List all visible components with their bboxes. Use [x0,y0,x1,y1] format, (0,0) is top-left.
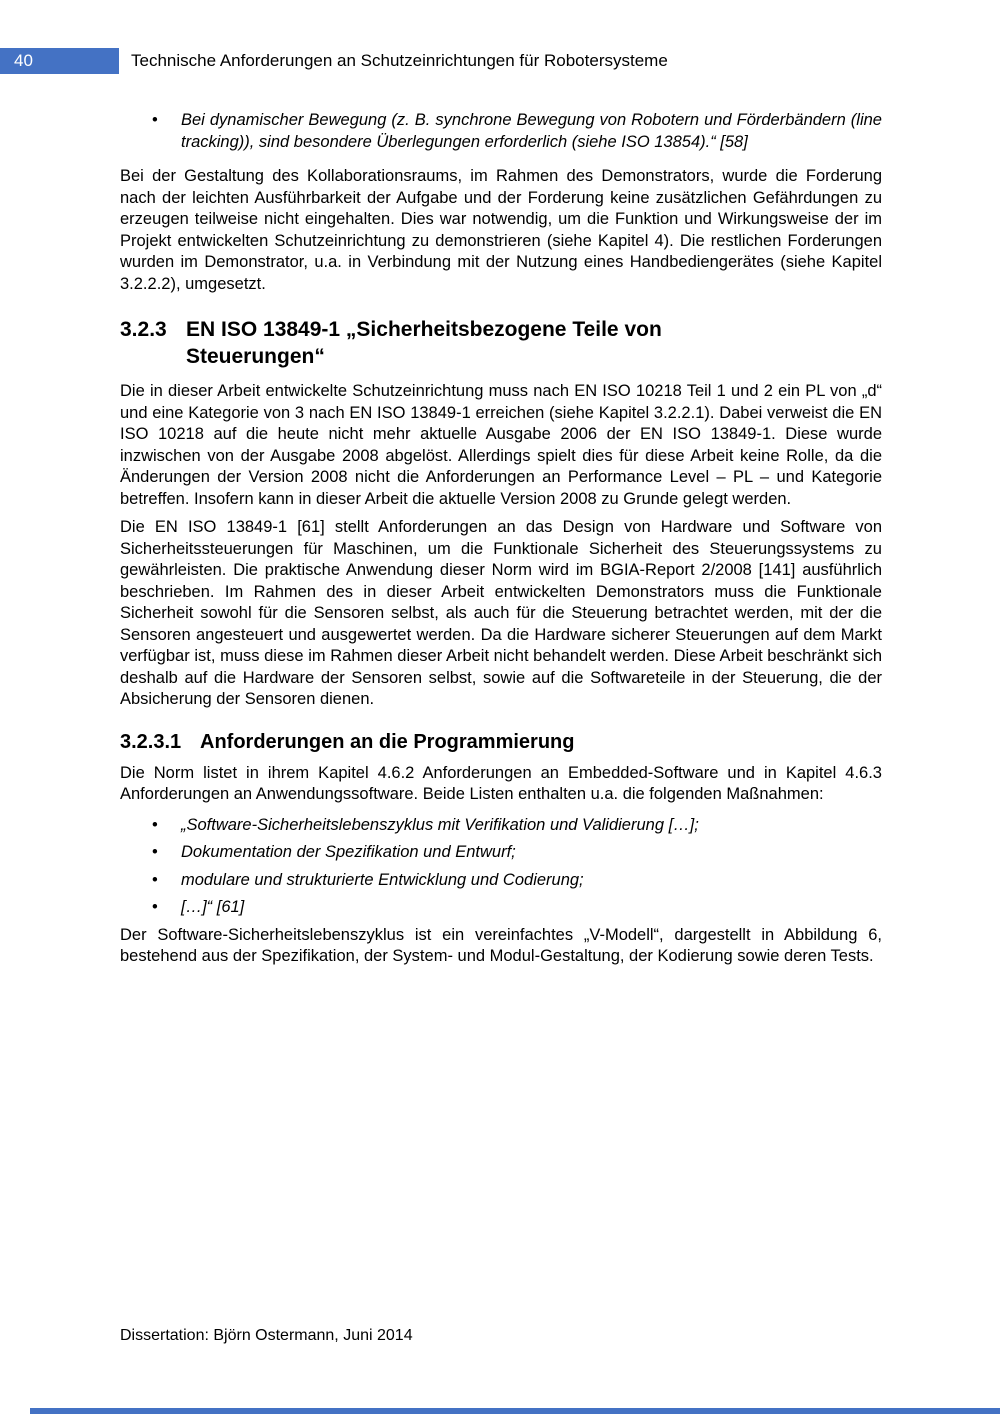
running-header-title: Technische Anforderungen an Schutzeinrichtungen für Robotersysteme [131,51,668,70]
paragraph-design-requirements: Die EN ISO 13849-1 [61] stellt Anforderungen an das Design von Hardware und Software von Sicherheitssteuerungen für Maschinen, um die Funktionale Sicherheit des Steuerungssystems zu gewährleisten. Die praktische Anwendung dieser Norm wird im BGIA-Report 2/2008 [141] ausführlich beschrieben. Im Rahmen des in dieser Arbeit entwickelten Demonstrators muss die Funktionale Sicherheit sowohl für die Sensoren selbst, als auch für die Steuerung betrachtet werden, mit der die Sensoren angesteuert und ausgewertet werden. Da die Hardware sicherer Steuerungen auf dem Markt verfügbar ist, muss diese im Rahmen dieser Arbeit nicht behandelt werden. Diese Arbeit beschränkt sich deshalb auf die Hardware der Sensoren selbst, sowie auf die Softwareteile in der Steuerung, die der Absicherung der Sensoren dienen. [120,518,882,708]
section-heading-3-2-3 [120,316,882,370]
list-item [152,870,882,892]
bullet-dot-icon: • [152,111,158,129]
footer-dissertation-note: Dissertation: Björn Ostermann, Juni 2014 [120,1327,413,1344]
bullet-dot-icon: • [152,870,158,889]
page-content [120,110,882,975]
measure-item-text: „Software-Sicherheitslebenszyklus mit Verifikation und Validierung […]; [181,815,699,834]
list-item [152,842,882,864]
paragraph-vmodel: Der Software-Sicherheitslebenszyklus ist ein vereinfachtes „V-Modell“, dargestellt in Abbildung 6, bestehend aus der Spezifikation, der System- und Modul-Gestaltung, der Kodierung sowie deren Tests. [120,925,882,965]
paragraph-norm-chapters: Die Norm listet in ihrem Kapitel 4.6.2 Anforderungen an Embedded-Software und in Kapitel 4.6.3 Anforderungen an Anwendungssoftware. Beide Listen enthalten u.a. die folgenden Maßnahmen: [120,763,882,803]
measure-item-text: Dokumentation der Spezifikation und Entwurf; [181,843,516,861]
list-item [152,815,882,837]
section-number: 3.2.3 [120,318,167,341]
page-number-badge [0,48,119,74]
list-item [152,110,882,153]
list-item [152,897,882,919]
page-number: 40 [14,51,33,70]
paragraph-collaboration: Bei der Gestaltung des Kollaborationsraums, im Rahmen des Demonstrators, wurde die Forderung nach der leichten Ausführbarkeit der Aufgabe und der Forderung keine zusätzlichen Gefährdungen zu erzeugen teilweise nicht eingehalten. Dies war notwendig, um die Funktion und Wirkungsweise der im Projekt entwickelten Schutzeinrichtung zu demonstrieren (siehe Kapitel 4). Die restlichen Forderungen wurden im Demonstrator, u.a. in Verbindung mit der Nutzung eines Handbediengerätes (siehe Kapitel 3.2.2.2), umgesetzt. [120,167,882,293]
quote-bullet-list [120,110,882,153]
section-title: Anforderungen an die Programmierung [200,730,575,753]
section-title: EN ISO 13849-1 „Sicherheitsbezogene Teile von Steuerungen“ [186,318,662,368]
footer-accent-bar [30,1408,1000,1414]
measures-bullet-list [120,815,882,919]
paragraph-pl-requirements: Die in dieser Arbeit entwickelte Schutzeinrichtung muss nach EN ISO 10218 Teil 1 und 2 ein PL von „d“ und eine Kategorie von 3 nach EN ISO 13849-1 erreichen (siehe Kapitel 3.2.2.1). Dabei verweist die EN ISO 10218 auf die heute nicht mehr aktuelle Ausgabe 2006 der EN ISO 13849-1. Diese wurde inzwischen von der Ausgabe 2008 abgelöst. Allerdings spielt dies für diese Arbeit keine Rolle, da die Änderungen der Version 2008 nicht die Anforderungen an Performance Level – PL – und Kategorie betreffen. Insofern kann in dieser Arbeit die aktuelle Version 2008 zu Grunde gelegt werden. [120,382,882,508]
section-heading-3-2-3-1 [120,729,882,755]
bullet-dot-icon: • [152,898,158,916]
section-number: 3.2.3.1 [120,730,182,753]
bullet-dot-icon: • [152,815,158,834]
bullet-dot-icon: • [152,843,158,861]
measure-item-text: modulare und strukturierte Entwicklung und Codierung; [181,870,584,889]
quote-bullet-text: Bei dynamischer Bewegung (z. B. synchrone Bewegung von Robotern und Förderbändern (line tracking)), sind besondere Überlegungen erforderlich (siehe ISO 13854).“ [58] [181,111,882,151]
measure-item-text: […]“ [61] [181,898,245,916]
